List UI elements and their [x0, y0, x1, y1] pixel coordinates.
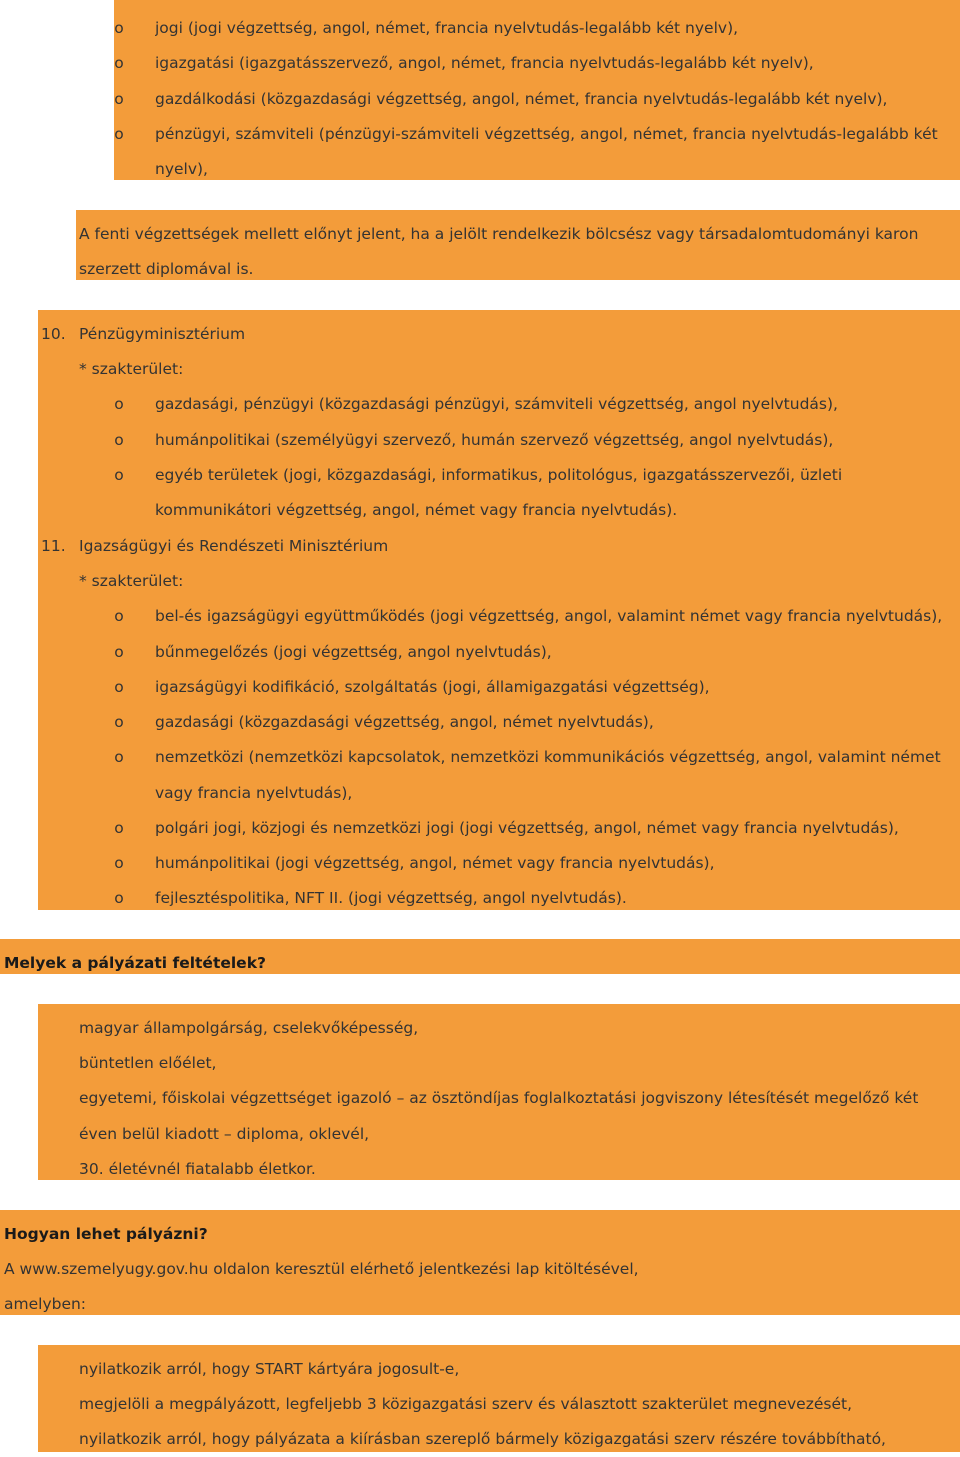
- list-item: igazgatási (igazgatásszervező, angol, német, francia nyelvtudás-legalább két nyelv),: [155, 54, 814, 72]
- list-bullet: o: [114, 713, 124, 731]
- list-bullet: o: [114, 643, 124, 661]
- list-item: gazdasági (közgazdasági végzettség, angol, német nyelvtudás),: [155, 713, 654, 731]
- list-bullet: o: [114, 819, 124, 837]
- condition-item: 30. életévnél fiatalabb életkor.: [79, 1160, 316, 1178]
- list-bullet: o: [114, 607, 124, 625]
- list-item: nemzetközi (nemzetközi kapcsolatok, nemzetközi kommunikációs végzettség, angol, valamint német: [155, 748, 941, 766]
- conditions-heading: Melyek a pályázati feltételek?: [4, 954, 266, 972]
- apply-item: nyilatkozik arról, hogy START kártyára jogosult-e,: [79, 1360, 460, 1378]
- apply-text: amelyben:: [4, 1295, 87, 1313]
- list-bullet: o: [114, 854, 124, 872]
- ministry-number: 10.: [41, 325, 66, 343]
- list-item: humánpolitikai (személyügyi szervező, humán szervező végzettség, angol nyelvtudás),: [155, 431, 834, 449]
- list-item: igazságügyi kodifikáció, szolgáltatás (jogi, államigazgatási végzettség),: [155, 678, 710, 696]
- ministry-name: Igazságügyi és Rendészeti Minisztérium: [79, 537, 389, 555]
- condition-item: magyar állampolgárság, cselekvőképesség,: [79, 1019, 419, 1037]
- apply-heading: Hogyan lehet pályázni?: [4, 1225, 208, 1243]
- list-bullet: o: [114, 678, 124, 696]
- list-bullet: o: [114, 431, 124, 449]
- ministry-name: Pénzügyminisztérium: [79, 325, 246, 343]
- list-item: fejlesztéspolitika, NFT II. (jogi végzettség, angol nyelvtudás).: [155, 889, 627, 907]
- apply-item: megjelöli a megpályázott, legfeljebb 3 közigazgatási szerv és választott szakterület megnevezését,: [79, 1395, 853, 1413]
- list-bullet: o: [114, 748, 124, 766]
- area-label: * szakterület:: [79, 572, 184, 590]
- list-item-continuation: vagy francia nyelvtudás),: [155, 784, 353, 802]
- list-bullet: o: [114, 395, 124, 413]
- list-bullet: o: [114, 466, 124, 484]
- list-item: humánpolitikai (jogi végzettség, angol, német vagy francia nyelvtudás),: [155, 854, 715, 872]
- list-item: pénzügyi, számviteli (pénzügyi-számviteli végzettség, angol, német, francia nyelvtudás-legalább két: [155, 125, 938, 143]
- list-item: egyéb területek (jogi, közgazdasági, informatikus, politológus, igazgatásszervezői, üzleti: [155, 466, 843, 484]
- apply-text: A www.szemelyugy.gov.hu oldalon keresztül elérhető jelentkezési lap kitöltésével,: [4, 1260, 639, 1278]
- apply-item: nyilatkozik arról, hogy pályázata a kiírásban szereplő bármely közigazgatási szerv részére továbbítható,: [79, 1430, 886, 1448]
- note-text: szerzett diplomával is.: [79, 260, 254, 278]
- list-item-continuation: nyelv),: [155, 160, 208, 178]
- list-item: bűnmegelőzés (jogi végzettség, angol nyelvtudás),: [155, 643, 552, 661]
- list-item: polgári jogi, közjogi és nemzetközi jogi (jogi végzettség, angol, német vagy francia nyelvtudás),: [155, 819, 899, 837]
- list-item: jogi (jogi végzettség, angol, német, francia nyelvtudás-legalább két nyelv),: [155, 19, 739, 37]
- list-bullet: o: [114, 889, 124, 907]
- list-bullet: o: [114, 90, 124, 108]
- note-text: A fenti végzettségek mellett előnyt jelent, ha a jelölt rendelkezik bölcsész vagy társadalomtudományi karon: [79, 225, 919, 243]
- list-bullet: o: [114, 125, 124, 143]
- list-item-continuation: kommunikátori végzettség, angol, német vagy francia nyelvtudás).: [155, 501, 678, 519]
- condition-item: büntetlen előélet,: [79, 1054, 217, 1072]
- condition-item-continuation: éven belül kiadott – diploma, oklevél,: [79, 1125, 370, 1143]
- list-item: gazdálkodási (közgazdasági végzettség, angol, német, francia nyelvtudás-legalább két nyelv),: [155, 90, 888, 108]
- list-bullet: o: [114, 54, 124, 72]
- condition-item: egyetemi, főiskolai végzettséget igazoló – az ösztöndíjas foglalkoztatási jogviszony létesítését megelőző két: [79, 1089, 919, 1107]
- list-item: gazdasági, pénzügyi (közgazdasági pénzügyi, számviteli végzettség, angol nyelvtudás),: [155, 395, 838, 413]
- list-bullet: o: [114, 19, 124, 37]
- ministry-number: 11.: [41, 537, 66, 555]
- list-item: bel-és igazságügyi együttműködés (jogi végzettség, angol, valamint német vagy francia nyelvtudás),: [155, 607, 943, 625]
- area-label: * szakterület:: [79, 360, 184, 378]
